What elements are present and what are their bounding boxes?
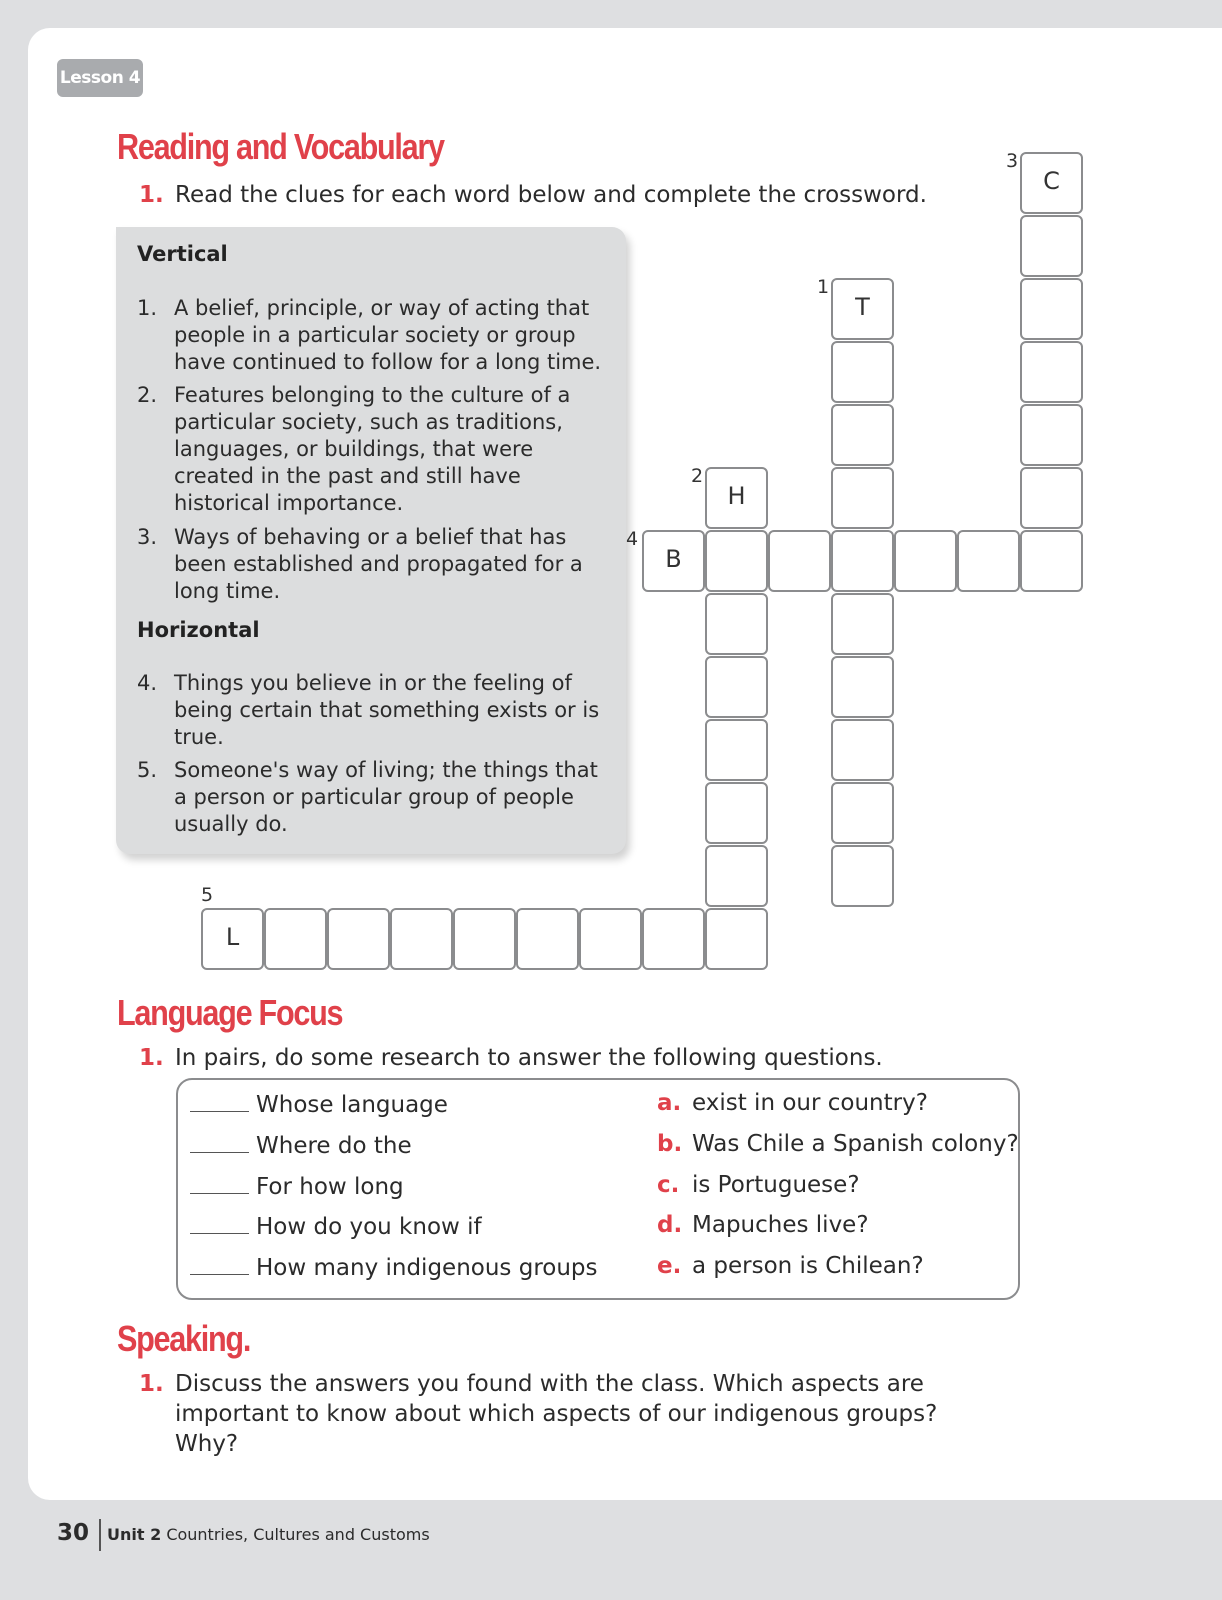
match-letter-d: d. — [657, 1212, 683, 1238]
match-left-5 — [190, 1253, 598, 1281]
crossword-cell[interactable] — [705, 908, 768, 970]
clue-text: A belief, principle, or way of acting that people in a particular society or group have continued to follow for a long time. — [174, 296, 602, 374]
match-right-b: Was Chile a Spanish colony? — [692, 1131, 1019, 1157]
crossword-cell[interactable] — [705, 782, 768, 844]
match-left-text: For how long — [256, 1174, 404, 1200]
instruction-line-1: Discuss the answers you found with the class. Which aspects are — [175, 1371, 924, 1397]
crossword-cell[interactable] — [705, 719, 768, 781]
vertical-heading: Vertical — [137, 242, 228, 266]
match-letter-a: a. — [657, 1090, 682, 1116]
crossword-cell[interactable] — [831, 845, 894, 907]
clue-number: 5. — [137, 758, 158, 782]
match-left-text: How many indigenous groups — [256, 1255, 598, 1281]
instruction-number: 1. — [139, 182, 164, 208]
crossword-cell[interactable] — [1020, 467, 1083, 529]
crossword-cell[interactable] — [705, 593, 768, 655]
crossword-cell[interactable] — [831, 593, 894, 655]
crossword-cell[interactable] — [831, 341, 894, 403]
match-left-text: Where do the — [256, 1133, 412, 1159]
crossword-cell[interactable] — [1020, 278, 1083, 340]
footer-unit — [107, 1525, 430, 1544]
crossword-cell[interactable] — [579, 908, 642, 970]
crossword-cell[interactable] — [642, 908, 705, 970]
horizontal-heading: Horizontal — [137, 618, 260, 642]
crossword-cell-start-2[interactable]: H — [705, 467, 768, 529]
crossword-number-2: 2 — [691, 465, 704, 487]
clue-number: 4. — [137, 671, 158, 695]
instruction-number: 1. — [139, 1045, 164, 1071]
crossword-cell[interactable] — [1020, 215, 1083, 277]
crossword-number-3: 3 — [1006, 150, 1019, 172]
answer-blank[interactable] — [190, 1131, 249, 1153]
unit-label: Unit 2 — [107, 1525, 162, 1544]
match-letter-c: c. — [657, 1172, 680, 1198]
match-left-text: How do you know if — [256, 1214, 482, 1240]
instruction-number: 1. — [139, 1371, 164, 1397]
reading-vocabulary-title: Reading and Vocabulary — [117, 126, 444, 167]
speaking-title: Speaking. — [117, 1318, 251, 1359]
clue-text: Ways of behaving or a belief that has been established and propagated for a long time. — [174, 525, 583, 603]
crossword-number-5: 5 — [201, 884, 214, 906]
language-focus-title: Language Focus — [117, 992, 343, 1033]
crossword-cell[interactable] — [831, 782, 894, 844]
crossword-cell[interactable] — [831, 404, 894, 466]
crossword-cell[interactable] — [453, 908, 516, 970]
crossword-cell-start-1[interactable]: T — [831, 278, 894, 340]
crossword-cell[interactable] — [1020, 404, 1083, 466]
crossword-cell[interactable] — [327, 908, 390, 970]
instruction-text: In pairs, do some research to answer the following questions. — [175, 1045, 883, 1071]
crossword-cell[interactable] — [957, 530, 1020, 592]
clue-number: 3. — [137, 525, 158, 549]
instruction-line-3: Why? — [175, 1431, 239, 1457]
answer-blank[interactable] — [190, 1172, 249, 1194]
crossword-cell[interactable] — [1020, 530, 1083, 592]
crossword-cell[interactable] — [831, 656, 894, 718]
crossword-cell[interactable] — [894, 530, 957, 592]
crossword-cell[interactable] — [516, 908, 579, 970]
clue-text: Someone's way of living; the things that a person or particular group of people usually do. — [174, 758, 598, 836]
clue-text: Things you believe in or the feeling of being certain that something exists or is true. — [174, 671, 600, 749]
crossword-cell[interactable] — [831, 719, 894, 781]
clue-number: 2. — [137, 383, 158, 407]
instruction-line-2: important to know about which aspects of our indigenous groups? — [175, 1401, 938, 1427]
match-right-a: exist in our country? — [692, 1090, 928, 1116]
page-number: 30 — [57, 1520, 90, 1546]
match-right-c: is Portuguese? — [692, 1172, 860, 1198]
crossword-cell[interactable] — [831, 530, 894, 592]
answer-blank[interactable] — [190, 1253, 249, 1275]
crossword-cell[interactable] — [1020, 341, 1083, 403]
crossword-cell[interactable] — [264, 908, 327, 970]
speaking-instruction — [139, 1369, 924, 1399]
crossword-cell[interactable] — [768, 530, 831, 592]
match-left-2 — [190, 1131, 412, 1159]
match-left-text: Whose language — [256, 1092, 448, 1118]
crossword-cell-start-4[interactable]: B — [642, 530, 705, 592]
clue-text: Features belonging to the culture of a particular society, such as traditions, languages, or buildings, that were created in the past and still have historical importance. — [174, 383, 571, 515]
crossword-number-4: 4 — [626, 528, 639, 550]
answer-blank[interactable] — [190, 1212, 249, 1234]
match-right-e: a person is Chilean? — [692, 1253, 924, 1279]
match-left-4 — [190, 1212, 482, 1240]
match-left-3 — [190, 1172, 404, 1200]
match-right-d: Mapuches live? — [692, 1212, 869, 1238]
crossword-number-1: 1 — [817, 276, 830, 298]
language-focus-instruction — [139, 1043, 883, 1073]
crossword-cell[interactable] — [705, 845, 768, 907]
match-left-1 — [190, 1090, 448, 1118]
footer-divider — [99, 1519, 101, 1551]
crossword-cell[interactable] — [831, 467, 894, 529]
crossword-cell[interactable] — [705, 656, 768, 718]
reading-instruction — [139, 180, 927, 210]
crossword-cell[interactable] — [390, 908, 453, 970]
crossword-cell-start-5[interactable]: L — [201, 908, 264, 970]
unit-title: Countries, Cultures and Customs — [166, 1525, 430, 1544]
answer-blank[interactable] — [190, 1090, 249, 1112]
clue-number: 1. — [137, 296, 158, 320]
lesson-tab: Lesson 4 — [57, 59, 143, 97]
match-letter-b: b. — [657, 1131, 683, 1157]
instruction-text: Read the clues for each word below and complete the crossword. — [175, 182, 927, 208]
crossword-cell-start-3[interactable]: C — [1020, 152, 1083, 214]
match-letter-e: e. — [657, 1253, 682, 1279]
crossword-cell[interactable] — [705, 530, 768, 592]
